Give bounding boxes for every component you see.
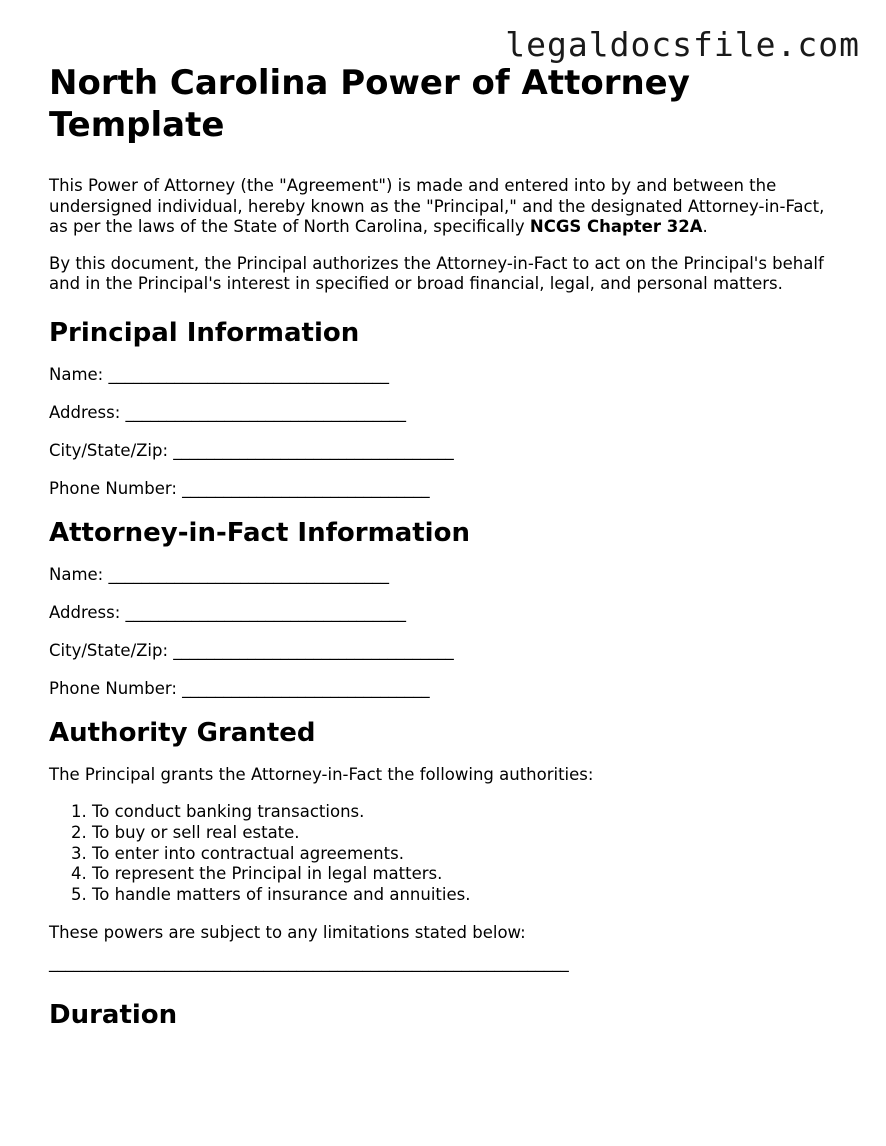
- attorney-heading: Attorney-in-Fact Information: [49, 517, 470, 548]
- limitations-field[interactable]: _______________________________________________________________: [49, 953, 569, 973]
- statute-reference: NCGS Chapter 32A: [529, 217, 703, 236]
- intro-paragraph-2: By this document, the Principal authorizes the Attorney-in-Fact to act on the Principal's behalf and in the Principal's interest in specified or broad financial, legal, and personal matters.: [49, 253, 824, 293]
- principal-phone-field[interactable]: Phone Number: ______________________________: [49, 478, 430, 498]
- intro-end: .: [702, 217, 708, 236]
- authority-item: 4. To represent the Principal in legal matters.: [92, 864, 839, 885]
- intro-paragraph-1: [49, 176, 839, 238]
- intro-text: This Power of Attorney (the "Agreement") is made and entered into by and between the undersigned individual, hereby known as the "Principal," and the designated Attorney-in-Fact, as per the laws of the State of North Carolina, specifically: [49, 176, 825, 236]
- authority-item: 5. To handle matters of insurance and annuities.: [92, 885, 839, 906]
- authority-item: 1. To conduct banking transactions.: [92, 802, 839, 823]
- principal-city-field[interactable]: City/State/Zip: __________________________________: [49, 440, 454, 460]
- watermark: legaldocsfile.com: [505, 25, 860, 64]
- attorney-address-field[interactable]: Address: __________________________________: [49, 602, 407, 622]
- principal-heading: Principal Information: [49, 317, 360, 348]
- principal-name-field[interactable]: Name: __________________________________: [49, 364, 389, 384]
- attorney-name-field[interactable]: Name: __________________________________: [49, 564, 389, 584]
- attorney-city-field[interactable]: City/State/Zip: __________________________________: [49, 640, 454, 660]
- authority-intro: The Principal grants the Attorney-in-Fact the following authorities:: [49, 764, 594, 784]
- document-title: North Carolina Power of Attorney Template: [49, 63, 690, 145]
- authority-item: 2. To buy or sell real estate.: [92, 823, 839, 844]
- authority-list: [49, 802, 839, 906]
- principal-address-field[interactable]: Address: __________________________________: [49, 402, 407, 422]
- document-page: [49, 62, 839, 1031]
- attorney-phone-field[interactable]: Phone Number: ______________________________: [49, 678, 430, 698]
- authority-item: 3. To enter into contractual agreements.: [92, 844, 839, 865]
- limitations-text: These powers are subject to any limitations stated below:: [49, 922, 526, 942]
- duration-heading: Duration: [49, 1000, 178, 1031]
- authority-heading: Authority Granted: [49, 717, 316, 748]
